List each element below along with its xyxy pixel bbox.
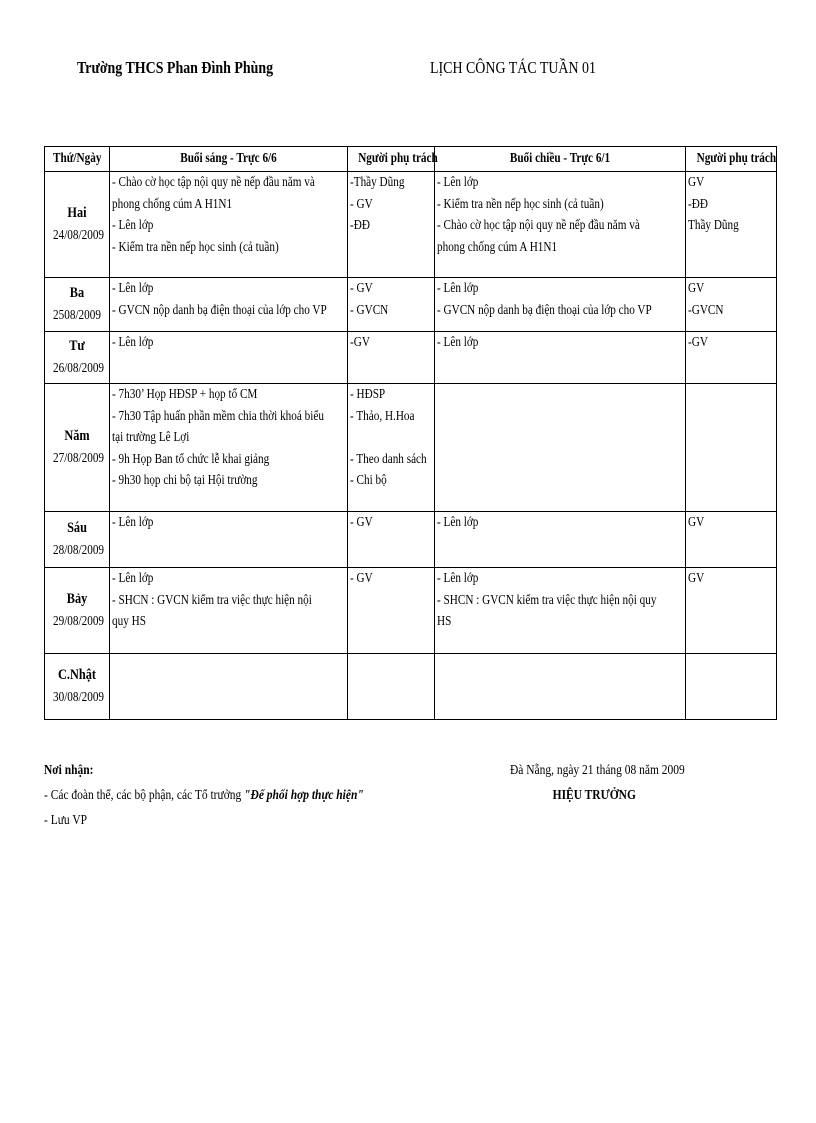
cell-line: - SHCN : GVCN kiểm tra việc thực hiện nội bbox=[112, 592, 312, 608]
signer-title: HIỆU TRƯỞNG bbox=[552, 788, 636, 803]
day-name: C.Nhật bbox=[58, 667, 96, 683]
cell-line: - 9h30 họp chi bộ tại Hội trường bbox=[112, 473, 258, 488]
cell-line: - Lên lớp bbox=[437, 175, 479, 190]
column-header-afternoon: Buổi chiều - Trực 6/1 bbox=[435, 147, 686, 172]
morning-responsible-cell bbox=[348, 568, 435, 654]
morning-activities-cell bbox=[110, 512, 348, 568]
morning-responsible-cell bbox=[348, 384, 435, 512]
cell-line: tại trường Lê Lợi bbox=[112, 430, 190, 445]
afternoon-responsible-cell bbox=[686, 384, 777, 512]
day-date: 29/08/2009 bbox=[53, 613, 105, 629]
morning-responsible-cell bbox=[348, 654, 435, 720]
cell-line: - Lên lớp bbox=[437, 335, 479, 350]
morning-activities-cell bbox=[110, 172, 348, 278]
place-date: Đà Nẵng, ngày 21 tháng 08 năm 2009 bbox=[510, 763, 685, 778]
day-cell bbox=[45, 568, 110, 654]
day-date: 27/08/2009 bbox=[53, 450, 105, 466]
day-date: 26/08/2009 bbox=[53, 360, 105, 376]
cell-line: - GVCN nộp danh bạ điện thoại của lớp cho VP bbox=[112, 302, 327, 318]
cell-line: - Lên lớp bbox=[112, 571, 154, 586]
day-cell bbox=[45, 278, 110, 332]
morning-responsible-cell bbox=[348, 332, 435, 384]
cell-line: - Lên lớp bbox=[437, 571, 479, 586]
column-header-morning-responsible: Người phụ trách bbox=[348, 147, 435, 172]
cell-line: - 7h30’ Họp HĐSP + họp tổ CM bbox=[112, 387, 258, 402]
afternoon-activities-cell bbox=[435, 172, 686, 278]
school-name: Trường THCS Phan Đình Phùng bbox=[77, 58, 274, 77]
schedule-table bbox=[44, 146, 777, 720]
day-date: 30/08/2009 bbox=[53, 689, 105, 705]
morning-activities-cell bbox=[110, 654, 348, 720]
cell-line: - Chi bộ bbox=[350, 473, 387, 488]
cell-line: - Kiểm tra nền nếp học sinh (cả tuần) bbox=[112, 239, 279, 255]
day-cell bbox=[45, 332, 110, 384]
afternoon-responsible-cell bbox=[686, 278, 777, 332]
recipient-item: - Các đoàn thể, các bộ phận, các Tổ trưởng "Để phối hợp thực hiện" bbox=[44, 788, 364, 803]
cell-line: Thầy Dũng bbox=[688, 218, 739, 233]
cell-line: phong chống cúm A H1N1 bbox=[112, 196, 233, 212]
day-name: Hai bbox=[67, 205, 87, 221]
afternoon-responsible-cell bbox=[686, 512, 777, 568]
cell-line: - GV bbox=[350, 281, 373, 296]
cell-line: - GV bbox=[350, 571, 373, 586]
cell-line: -Thầy Dũng bbox=[350, 175, 405, 190]
table-row bbox=[45, 512, 777, 568]
afternoon-activities-cell bbox=[435, 568, 686, 654]
day-name: Sáu bbox=[67, 520, 87, 536]
morning-responsible-cell bbox=[348, 172, 435, 278]
cell-line: - Lên lớp bbox=[437, 515, 479, 530]
cell-line: GV bbox=[688, 281, 705, 296]
table-row bbox=[45, 172, 777, 278]
recipient-item: - Lưu VP bbox=[44, 813, 88, 828]
table-row bbox=[45, 654, 777, 720]
cell-line: GV bbox=[688, 175, 705, 190]
cell-line: - GVCN nộp danh bạ điện thoại của lớp cho VP bbox=[437, 302, 652, 318]
morning-responsible-cell bbox=[348, 512, 435, 568]
afternoon-activities-cell bbox=[435, 654, 686, 720]
recipients-block bbox=[44, 758, 434, 833]
table-row bbox=[45, 568, 777, 654]
afternoon-responsible-cell bbox=[686, 568, 777, 654]
day-cell bbox=[45, 172, 110, 278]
morning-activities-cell bbox=[110, 384, 348, 512]
day-name: Tư bbox=[69, 338, 85, 354]
recipients-label: Nơi nhận: bbox=[44, 763, 94, 778]
cell-line: - GVCN bbox=[350, 302, 389, 318]
day-name: Ba bbox=[69, 285, 85, 301]
morning-responsible-cell bbox=[348, 278, 435, 332]
cell-line: GV bbox=[688, 515, 705, 530]
morning-activities-cell bbox=[110, 568, 348, 654]
cell-line: - Lên lớp bbox=[112, 281, 154, 296]
cell-line: phong chống cúm A H1N1 bbox=[437, 239, 558, 255]
cell-line: -ĐĐ bbox=[688, 196, 708, 212]
day-cell bbox=[45, 512, 110, 568]
cell-line: -GV bbox=[688, 335, 708, 350]
afternoon-responsible-cell bbox=[686, 654, 777, 720]
cell-line: - SHCN : GVCN kiểm tra việc thực hiện nội quy bbox=[437, 592, 657, 608]
afternoon-responsible-cell bbox=[686, 332, 777, 384]
cell-line: - GV bbox=[350, 196, 373, 212]
afternoon-responsible-cell bbox=[686, 172, 777, 278]
afternoon-activities-cell bbox=[435, 512, 686, 568]
day-date: 24/08/2009 bbox=[53, 227, 105, 243]
cell-line: - Chào cờ học tập nội quy nề nếp đầu năm và bbox=[112, 175, 315, 190]
cell-line: - Lên lớp bbox=[112, 515, 154, 530]
cell-line: - 9h Họp Ban tổ chức lễ khai giảng bbox=[112, 451, 270, 467]
morning-activities-cell bbox=[110, 278, 348, 332]
table-row bbox=[45, 278, 777, 332]
morning-activities-cell bbox=[110, 332, 348, 384]
cell-line: - Theo danh sách bbox=[350, 451, 427, 467]
day-name: Năm bbox=[64, 428, 90, 444]
column-header-day: Thứ/Ngày bbox=[45, 147, 110, 172]
schedule-body bbox=[45, 172, 777, 720]
cell-line: -ĐĐ bbox=[350, 218, 370, 233]
day-cell bbox=[45, 654, 110, 720]
schedule-title: LỊCH CÔNG TÁC TUẦN 01 bbox=[430, 58, 596, 77]
afternoon-activities-cell bbox=[435, 384, 686, 512]
column-header-morning: Buổi sáng - Trực 6/6 bbox=[110, 147, 348, 172]
signature-block bbox=[510, 758, 700, 808]
day-date: 2508/2009 bbox=[53, 307, 101, 323]
cell-line: - Chào cờ học tập nội quy nề nếp đầu năm và bbox=[437, 218, 640, 233]
cell-line: - Thảo, H.Hoa bbox=[350, 408, 415, 424]
cell-line: - Lên lớp bbox=[437, 281, 479, 296]
column-header-afternoon-responsible: Người phụ trách bbox=[686, 147, 777, 172]
table-header-row bbox=[45, 147, 777, 172]
cell-line: -GVCN bbox=[688, 302, 724, 318]
afternoon-activities-cell bbox=[435, 332, 686, 384]
cell-line: - HĐSP bbox=[350, 387, 386, 402]
day-cell bbox=[45, 384, 110, 512]
table-row bbox=[45, 332, 777, 384]
blank-line bbox=[350, 427, 432, 449]
cell-line: HS bbox=[437, 614, 452, 629]
cell-line: - Lên lớp bbox=[112, 335, 154, 350]
table-row bbox=[45, 384, 777, 512]
afternoon-activities-cell bbox=[435, 278, 686, 332]
cell-line: GV bbox=[688, 571, 705, 586]
cell-line: - Lên lớp bbox=[112, 218, 154, 233]
cell-line: - GV bbox=[350, 515, 373, 530]
cell-line: - 7h30 Tập huấn phần mềm chia thời khoá biểu bbox=[112, 408, 324, 424]
day-date: 28/08/2009 bbox=[53, 542, 105, 558]
cell-line: quy HS bbox=[112, 614, 146, 629]
cell-line: - Kiểm tra nền nếp học sinh (cả tuần) bbox=[437, 196, 604, 212]
cell-line: -GV bbox=[350, 335, 370, 350]
day-name: Bảy bbox=[66, 591, 88, 607]
